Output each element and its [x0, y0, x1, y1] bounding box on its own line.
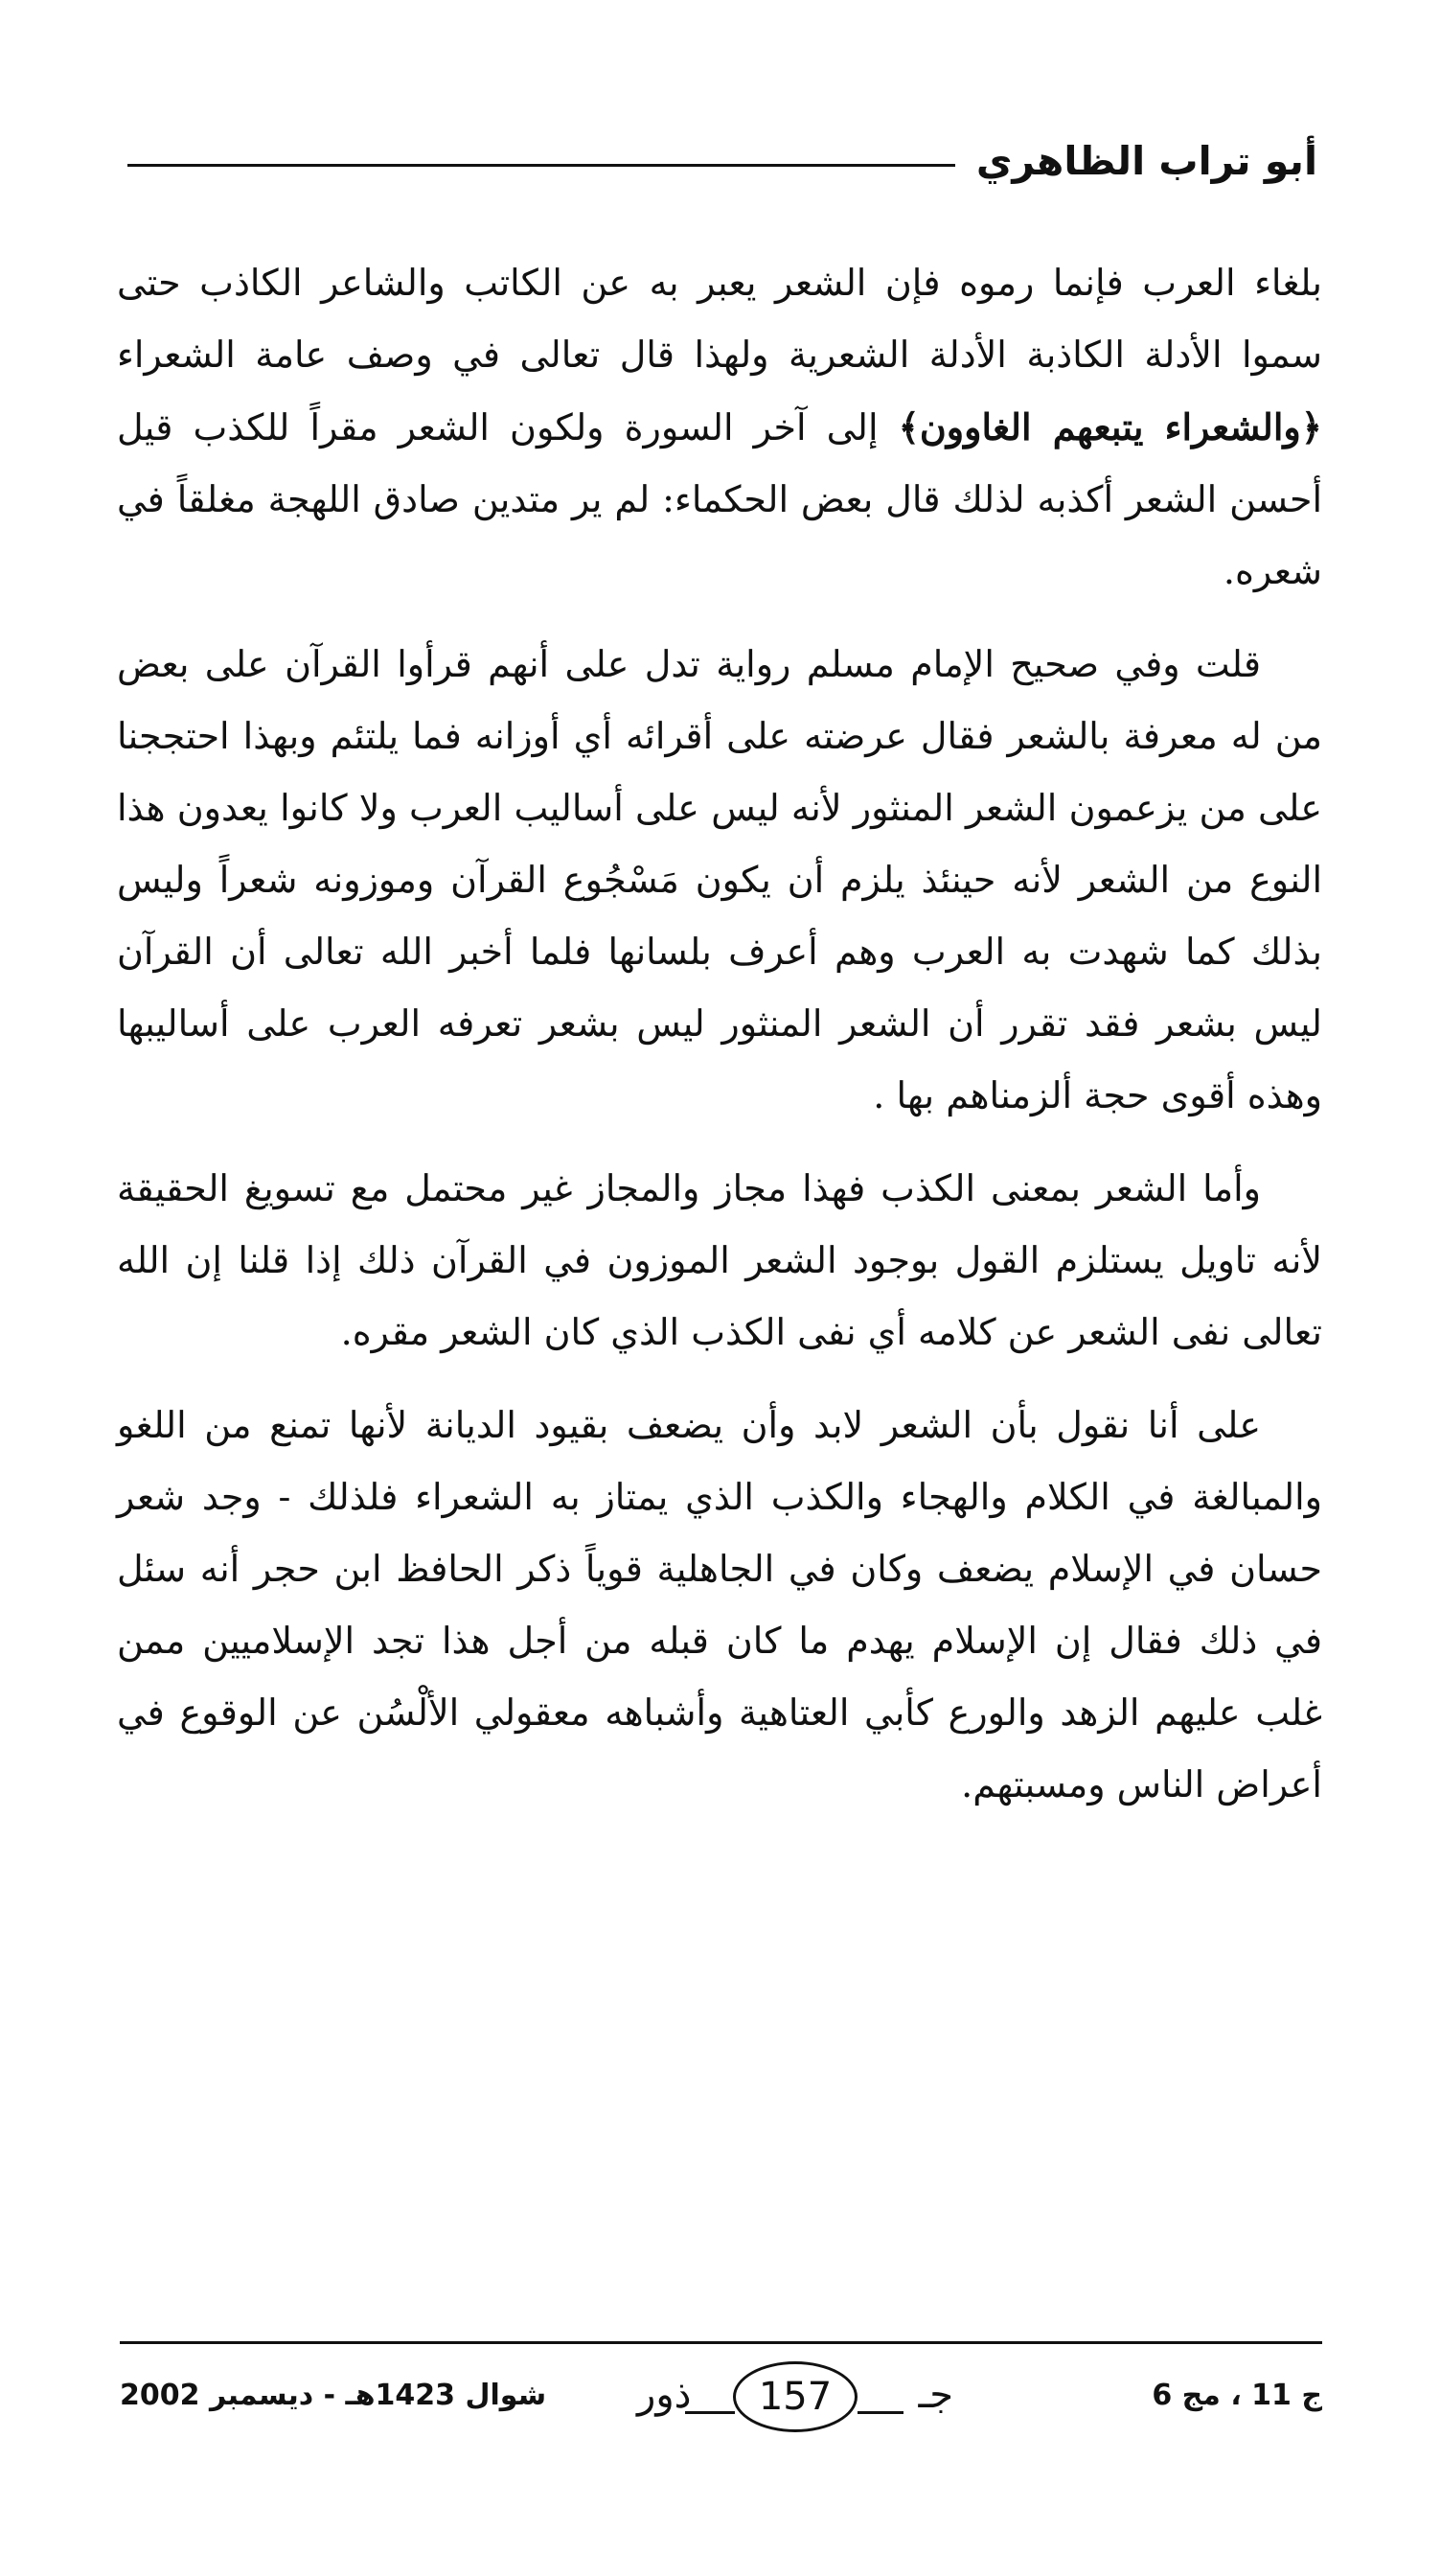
paragraph-1 [117, 247, 1322, 608]
brand-connector-left [685, 2411, 735, 2414]
brand-word-right-side: جـ [918, 2373, 953, 2417]
brand-connector-right [858, 2411, 903, 2414]
footer-rule [120, 2341, 1322, 2344]
paragraph-2: قلت وفي صحيح الإمام مسلم رواية تدل على أنهم قرأوا القرآن على بعض من له معرفة بالشعر فقال عرضته على أقرائه أي أوزانه فما يلتئم وبهذا احتججنا على من يزعمون الشعر المنثور لأنه ليس على أساليب العرب ولا كانوا يعدون هذا النوع من الشعر لأنه حينئذ يلزم أن يكون مَسْجُوع القرآن وموزونه شعراً وليس بذلك كما شهدت به العرب وهم أعرف بلسانها فلما أخبر الله تعالى أن القرآن ليس بشعر فقد تقرر أن الشعر المنثور ليس بشعر تعرفه العرب على أساليبها وهذه أقوى حجة ألزمناهم بها . [117, 643, 1322, 1116]
running-header [120, 123, 1317, 199]
page-number: 157 [733, 2361, 858, 2432]
page-footer [120, 2358, 1322, 2444]
paragraph-1-after: إلى آخر السورة ولكون الشعر مقراً للكذب قيل أحسن الشعر أكذبه لذلك قال بعض الحكماء: لم ير متدين صادق اللهجة مغلقاً في شعره. [117, 406, 1322, 592]
paragraph-1-before: بلغاء العرب فإنما رموه فإن الشعر يعبر به عن الكاتب والشاعر الكاذب حتى سموا الأدلة الكاذبة الأدلة الشعرية ولهذا قال تعالى في وصف عامة الشعراء [117, 262, 1322, 376]
paragraph-3: وأما الشعر بمعنى الكذب فهذا مجاز والمجاز غير محتمل مع تسويغ الحقيقة لأنه تاويل يستلزم القول بوجود الشعر الموزون في القرآن ذلك إذا قلنا إن الله تعالى نفى الشعر عن كلامه أي نفى الكذب الذي كان الشعر مقره. [117, 1167, 1322, 1353]
quran-quote: ﴿والشعراء يتبعهم الغاوون﴾ [898, 405, 1323, 448]
header-rule [127, 164, 955, 167]
footer-date: شوال 1423هـ - ديسمبر 2002 [120, 2379, 547, 2412]
header-author: أبو تراب الظاهري [975, 138, 1317, 184]
body-text [117, 247, 1322, 2279]
brand-word-left-side: ذور [637, 2373, 692, 2417]
journal-brand [637, 2361, 953, 2442]
paragraph-4: على أنا نقول بأن الشعر لابد وأن يضعف بقيود الديانة لأنها تمنع من اللغو والمبالغة في الكلام والهجاء والكذب الذي يمتاز به الشعراء فلذلك - وجد شعر حسان في الإسلام يضعف وكان في الجاهلية قوياً ذكر الحافظ ابن حجر أنه سئل في ذلك فقال إن الإسلام يهدم ما كان قبله من أجل هذا تجد الإسلاميين ممن غلب عليهم الزهد والورع كأبي العتاهية وأشباهه معقولي الألْسُن عن الوقوع في أعراض الناس ومسبتهم. [117, 1404, 1322, 1806]
footer-volume: ج 11 ، مج 6 [1152, 2379, 1322, 2412]
